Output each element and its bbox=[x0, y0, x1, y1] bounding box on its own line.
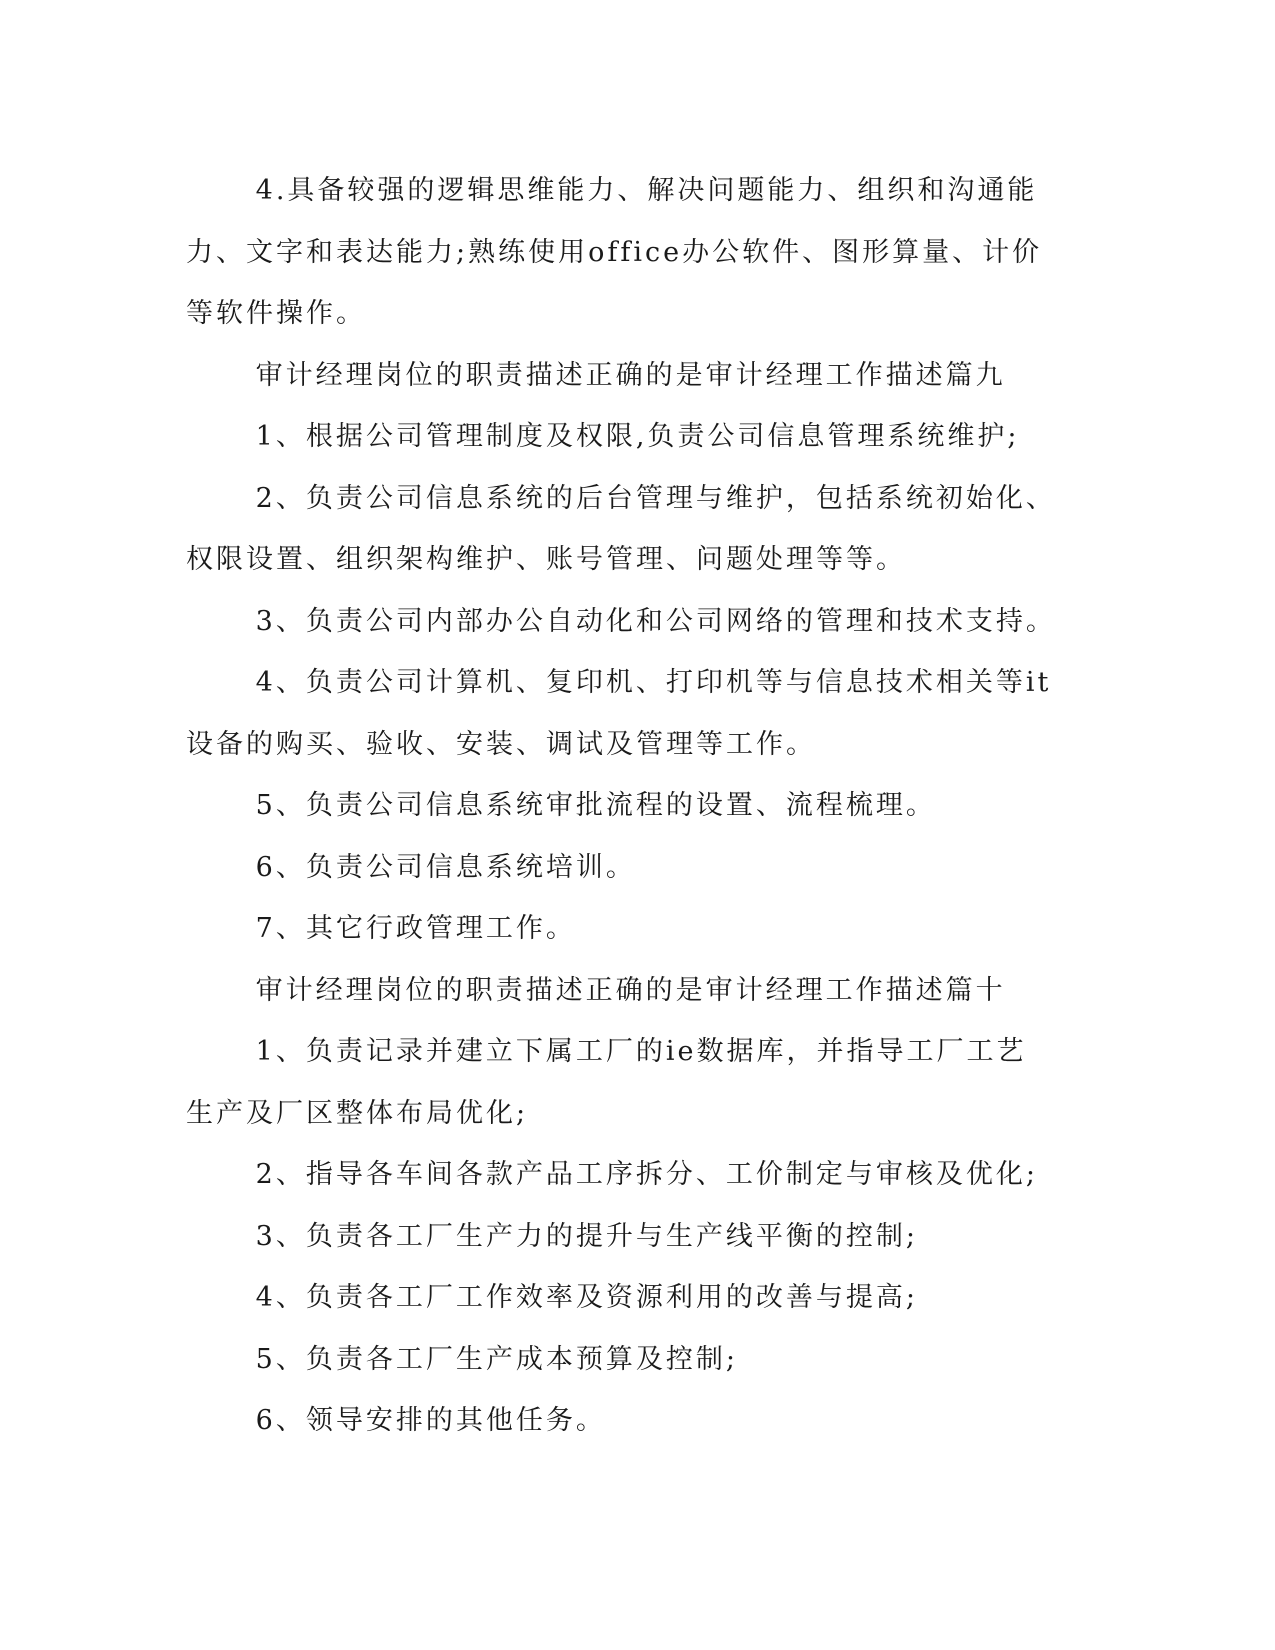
section-heading-9: 审计经理岗位的职责描述正确的是审计经理工作描述篇九 bbox=[255, 359, 1006, 391]
duty-item-3: 3、负责公司内部办公自动化和公司网络的管理和技术支持。 bbox=[255, 605, 1056, 637]
document-body bbox=[186, 160, 1056, 1452]
duty-item-10-4: 4、负责各工厂工作效率及资源利用的改善与提高; bbox=[255, 1282, 918, 1313]
duty-item-4: 4、负责公司计算机、复印机、打印机等与信息技术相关等it设备的购买、验收、安装、调试及管理等工作。 bbox=[186, 667, 1052, 760]
duty-item-5: 5、负责公司信息系统审批流程的设置、流程梳理。 bbox=[255, 790, 936, 821]
paragraph-requirement-4: 4.具备较强的逻辑思维能力、解决问题能力、组织和沟通能力、文字和表达能力;熟练使用office办公软件、图形算量、计价等软件操作。 bbox=[186, 175, 1043, 329]
duty-item-7: 7、其它行政管理工作。 bbox=[255, 913, 576, 944]
duty-item-10-6: 6、领导安排的其他任务。 bbox=[255, 1405, 606, 1436]
duty-item-2: 2、负责公司信息系统的后台管理与维护，包括系统初始化、权限设置、组织架构维护、账号管理、问题处理等等。 bbox=[186, 482, 1056, 575]
duty-item-10-1: 1、负责记录并建立下属工厂的ie数据库，并指导工厂工艺生产及厂区整体布局优化; bbox=[186, 1036, 1027, 1129]
duty-item-1: 1、根据公司管理制度及权限,负责公司信息管理系统维护; bbox=[255, 421, 1020, 452]
duty-item-10-3: 3、负责各工厂生产力的提升与生产线平衡的控制; bbox=[255, 1220, 918, 1252]
duty-item-10-5: 5、负责各工厂生产成本预算及控制; bbox=[255, 1343, 738, 1375]
duty-item-6: 6、负责公司信息系统培训。 bbox=[255, 851, 636, 883]
duty-item-10-2: 2、指导各车间各款产品工序拆分、工价制定与审核及优化; bbox=[255, 1159, 1038, 1190]
section-heading-10: 审计经理岗位的职责描述正确的是审计经理工作描述篇十 bbox=[255, 974, 1006, 1006]
